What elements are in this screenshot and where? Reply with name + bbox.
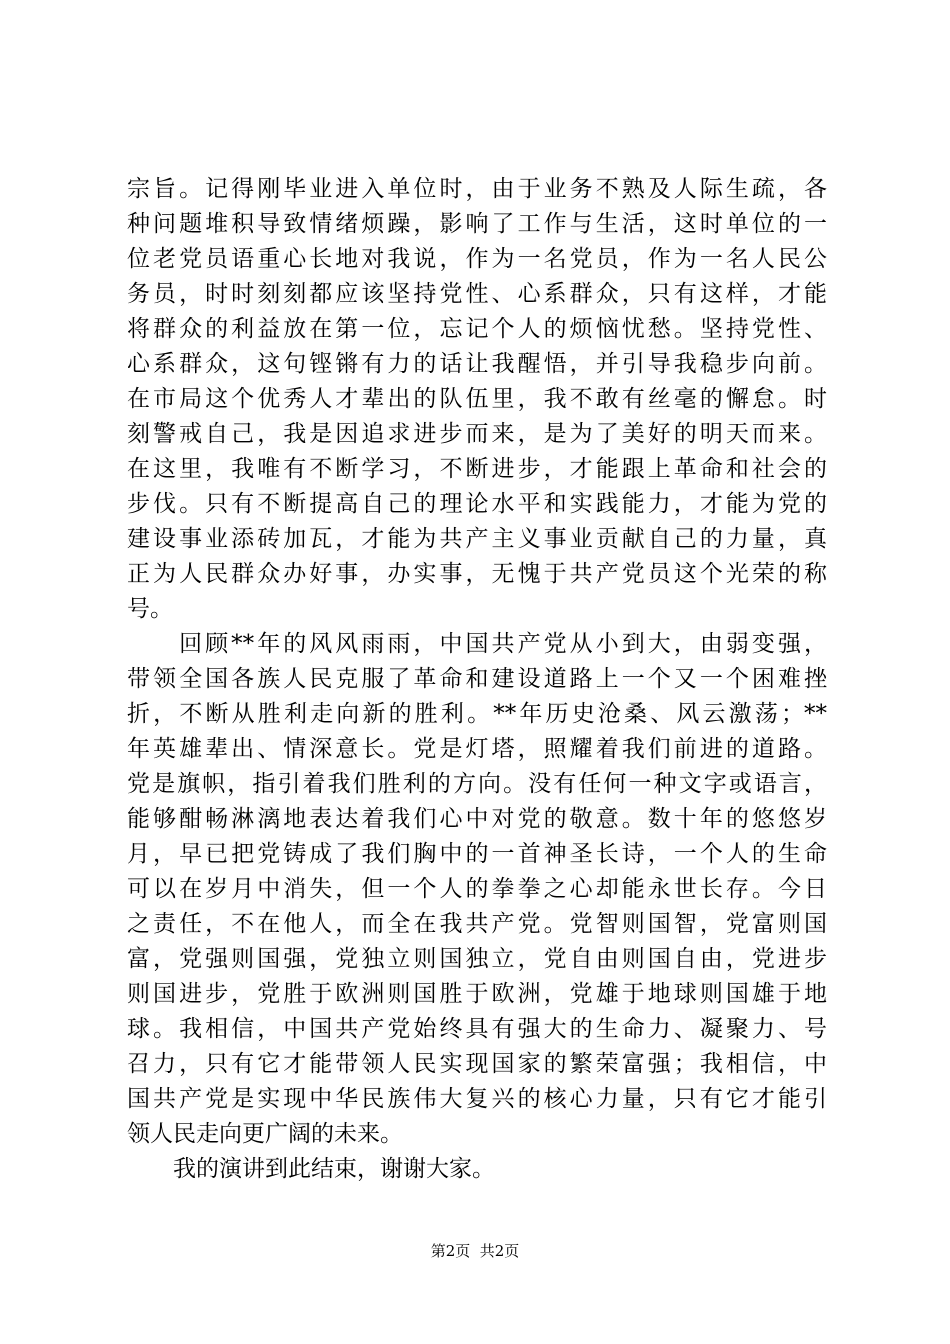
- text-line: 在这里，我唯有不断学习，不断进步，才能跟上革命和社会的: [127, 456, 827, 482]
- text-line: 回顾**年的风风雨雨，中国共产党从小到大，由弱变强，: [127, 631, 827, 657]
- text-line: 富，党强则国强，党独立则国独立，党自由则国自由，党进步: [127, 946, 827, 972]
- body-text: [127, 172, 827, 1187]
- closing-line: 我的演讲到此结束，谢谢大家。: [127, 1156, 495, 1182]
- text-line: 在市局这个优秀人才辈出的队伍里，我不敢有丝毫的懈怠。时: [127, 386, 827, 412]
- text-line: 可以在岁月中消失，但一个人的拳拳之心却能永世长存。今日: [127, 876, 827, 902]
- text-line: 将群众的利益放在第一位，忘记个人的烦恼忧愁。坚持党性、: [127, 316, 827, 342]
- text-line: 国共产党是实现中华民族伟大复兴的核心力量，只有它才能引: [127, 1086, 827, 1112]
- text-line: 带领全国各族人民克服了革命和建设道路上一个又一个困难挫: [127, 666, 827, 692]
- page-number: 第2页 共2页: [430, 1242, 520, 1260]
- paragraph-end-line: 领人民走向更广阔的未来。: [127, 1121, 403, 1147]
- text-line: 正为人民群众办好事，办实事，无愧于共产党员这个光荣的称: [127, 561, 827, 587]
- text-line: 心系群众，这句铿锵有力的话让我醒悟，并引导我稳步向前。: [127, 351, 827, 377]
- text-line: 折，不断从胜利走向新的胜利。**年历史沧桑、风云激荡；**: [127, 701, 827, 727]
- text-line: 务员，时时刻刻都应该坚持党性、心系群众，只有这样，才能: [127, 281, 827, 307]
- text-line: 种问题堆积导致情绪烦躁，影响了工作与生活，这时单位的一: [127, 211, 827, 237]
- text-line: 年英雄辈出、情深意长。党是灯塔，照耀着我们前进的道路。: [127, 736, 827, 762]
- text-line: 则国进步，党胜于欧洲则国胜于欧洲，党雄于地球则国雄于地: [127, 981, 827, 1007]
- text-line: 宗旨。记得刚毕业进入单位时，由于业务不熟及人际生疏，各: [127, 176, 827, 202]
- paragraph-end-line: 号。: [127, 596, 173, 622]
- text-line: 党是旗帜，指引着我们胜利的方向。没有任何一种文字或语言，: [127, 771, 827, 797]
- text-line: 建设事业添砖加瓦，才能为共产主义事业贡献自己的力量，真: [127, 526, 827, 552]
- text-line: 之责任，不在他人，而全在我共产党。党智则国智，党富则国: [127, 911, 827, 937]
- text-line: 召力，只有它才能带领人民实现国家的繁荣富强；我相信，中: [127, 1051, 827, 1077]
- text-line: 月，早已把党铸成了我们胸中的一首神圣长诗，一个人的生命: [127, 841, 827, 867]
- page-footer: [0, 1241, 950, 1261]
- text-line: 步伐。只有不断提高自己的理论水平和实践能力，才能为党的: [127, 491, 827, 517]
- text-line: 位老党员语重心长地对我说，作为一名党员，作为一名人民公: [127, 246, 827, 272]
- text-line: 能够酣畅淋漓地表达着我们心中对党的敬意。数十年的悠悠岁: [127, 806, 827, 832]
- text-line: 刻警戒自己，我是因追求进步而来，是为了美好的明天而来。: [127, 421, 827, 447]
- text-line: 球。我相信，中国共产党始终具有强大的生命力、凝聚力、号: [127, 1016, 827, 1042]
